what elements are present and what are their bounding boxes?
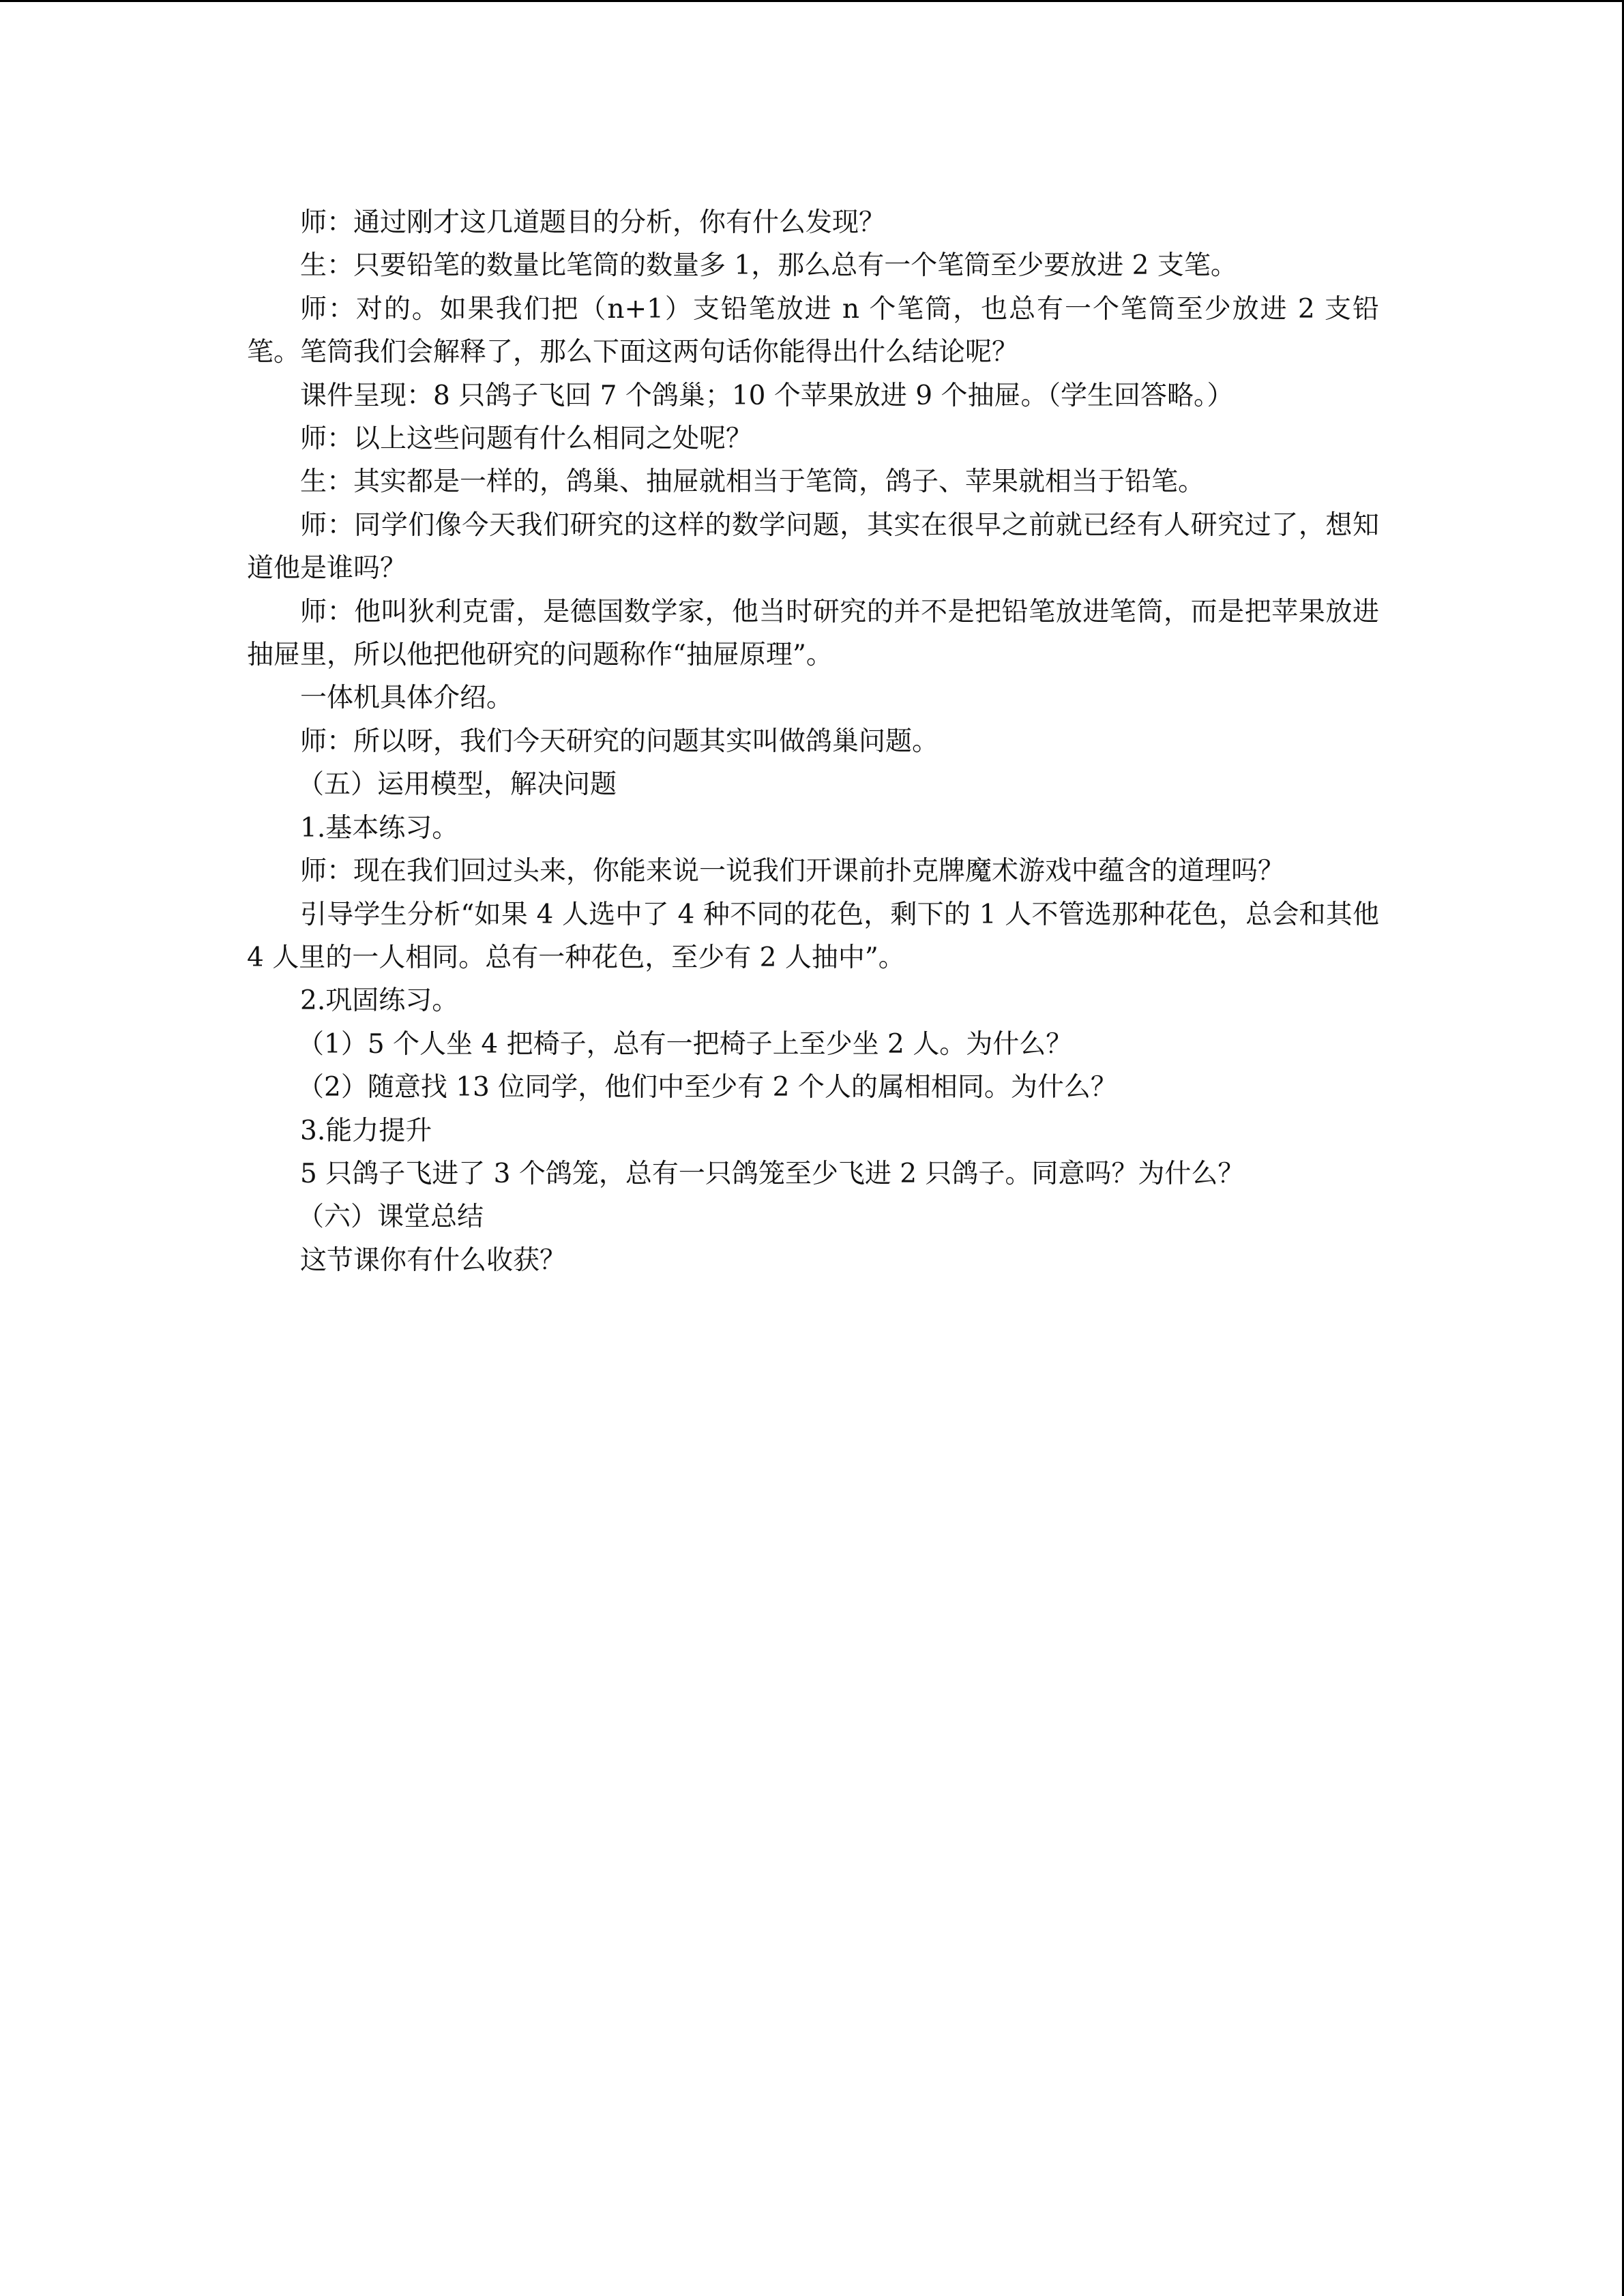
paragraph: 课件呈现：8 只鸽子飞回 7 个鸽巢；10 个苹果放进 9 个抽屉。（学生回答略。） xyxy=(300,380,1234,411)
paragraph: 2.巩固练习。 xyxy=(300,985,459,1017)
paragraph: 引导学生分析“如果 4 人选中了 4 种不同的花色，剩下的 1 人不管选那种花色，总会和其他 4 人里的一人相同。总有一种花色，至少有 2 人抽中”。 xyxy=(247,899,1379,973)
paragraph: 5 只鸽子飞进了 3 个鸽笼，总有一只鸽笼至少飞进 2 只鸽子。同意吗？为什么？ xyxy=(300,1158,1245,1189)
paragraph: 师：所以呀，我们今天研究的问题其实叫做鸽巢问题。 xyxy=(300,726,939,757)
paragraph: 1.基本练习。 xyxy=(300,812,459,844)
paragraph: 师：通过刚才这几道题目的分析，你有什么发现？ xyxy=(300,207,886,238)
section-heading: （六）课堂总结 xyxy=(297,1202,484,1233)
paragraph: （1）5 个人坐 4 把椅子，总有一把椅子上至少坐 2 人。为什么？ xyxy=(297,1028,1073,1060)
paragraph: 师：现在我们回过头来，你能来说一说我们开课前扑克牌魔术游戏中蕴含的道理吗？ xyxy=(300,856,1285,887)
paragraph: 一体机具体介绍。 xyxy=(300,683,514,714)
paragraph: 这节课你有什么收获？ xyxy=(300,1244,567,1276)
document-body xyxy=(247,201,1379,1282)
paragraph: 生：其实都是一样的，鸽巢、抽屉就相当于笔筒，鸽子、苹果就相当于铅笔。 xyxy=(300,466,1205,498)
paragraph: （2）随意找 13 位同学，他们中至少有 2 个人的属相相同。为什么？ xyxy=(297,1072,1117,1103)
paragraph: 生：只要铅笔的数量比笔筒的数量多 1，那么总有一个笔筒至少要放进 2 支笔。 xyxy=(300,250,1237,282)
paragraph: 师：以上这些问题有什么相同之处呢？ xyxy=(300,423,753,455)
paragraph: 师：他叫狄利克雷，是德国数学家，他当时研究的并不是把铅笔放进笔筒，而是把苹果放进抽屉里，所以他把他研究的问题称作“抽屉原理”。 xyxy=(247,596,1379,671)
paragraph: 师：同学们像今天我们研究的这样的数学问题，其实在很早之前就已经有人研究过了，想知道他是谁吗？ xyxy=(247,509,1379,584)
paragraph: 3.能力提升 xyxy=(300,1115,432,1146)
paragraph: 师：对的。如果我们把（n+1）支铅笔放进 n 个笔筒，也总有一个笔筒至少放进 2 支铅笔。笔筒我们会解释了，那么下面这两句话你能得出什么结论呢？ xyxy=(247,293,1379,368)
section-heading: （五）运用模型，解决问题 xyxy=(297,769,617,801)
